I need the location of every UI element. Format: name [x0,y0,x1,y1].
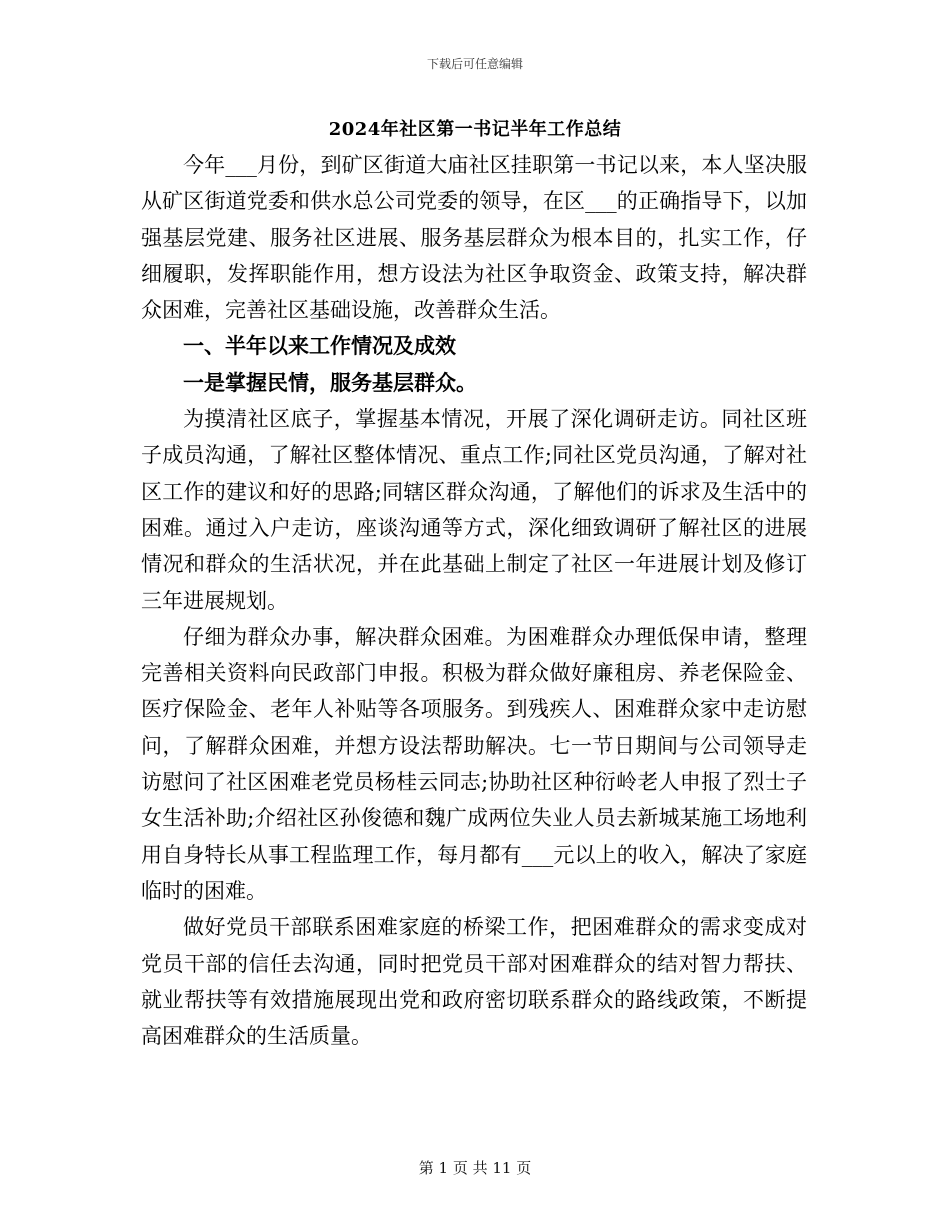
section-heading: 一、半年以来工作情况及成效 [183,333,456,359]
page-footer: 第 1 页 共 11 页 [418,1159,532,1177]
intro-paragraph: 今年___月份，到矿区街道大庙社区挂职第一书记以来，本人坚决服从矿区街道党委和供水总公司党委的领导，在区___的正确指导下，以加强基层党建、服务社区进展、服务基层群众为根本目的，扎实工作，仔细履职，发挥职能作用，想方设法为社区争取资金、政策支持，解决群众困难，完善社区基础设施，改善群众生活。 [141,153,807,323]
header-note: 下载后可任意编辑 [426,57,523,71]
body-paragraph: 仔细为群众办事，解决群众困难。为困难群众办理低保申请，整理完善相关资料向民政部门申报。积极为群众做好廉租房、养老保险金、医疗保险金、老年人补贴等各项服务。到残疾人、困难群众家中走访慰问，了解群众困难，并想方设法帮助解决。七一节日期间与公司领导走访慰问了社区困难老党员杨桂云同志;协助社区种衍岭老人申报了烈士子女生活补助;介绍社区孙俊德和魏广成两位失业人员去新城某施工场地利用自身特长从事工程监理工作，每月都有___元以上的收入，解决了家庭临时的困难。 [141,624,807,903]
document-title: 2024年社区第一书记半年工作总结 [328,119,622,140]
body-paragraph: 为摸清社区底子，掌握基本情况，开展了深化调研走访。同社区班子成员沟通，了解社区整体情况、重点工作;同社区党员沟通，了解对社区工作的建议和好的思路;同辖区群众沟通，了解他们的诉求及生活中的困难。通过入户走访，座谈沟通等方式，深化细致调研了解社区的进展情况和群众的生活状况，并在此基础上制定了社区一年进展计划及修订三年进展规划。 [141,407,807,613]
document-body [141,147,807,1054]
subsection-heading: 一是掌握民情，服务基层群众。 [183,369,477,395]
body-paragraph: 做好党员干部联系困难家庭的桥梁工作，把困难群众的需求变成对党员干部的信任去沟通，同时把党员干部对困难群众的结对智力帮扶、就业帮扶等有效措施展现出党和政府密切联系群众的路线政策，不断提高困难群众的生活质量。 [141,915,807,1049]
